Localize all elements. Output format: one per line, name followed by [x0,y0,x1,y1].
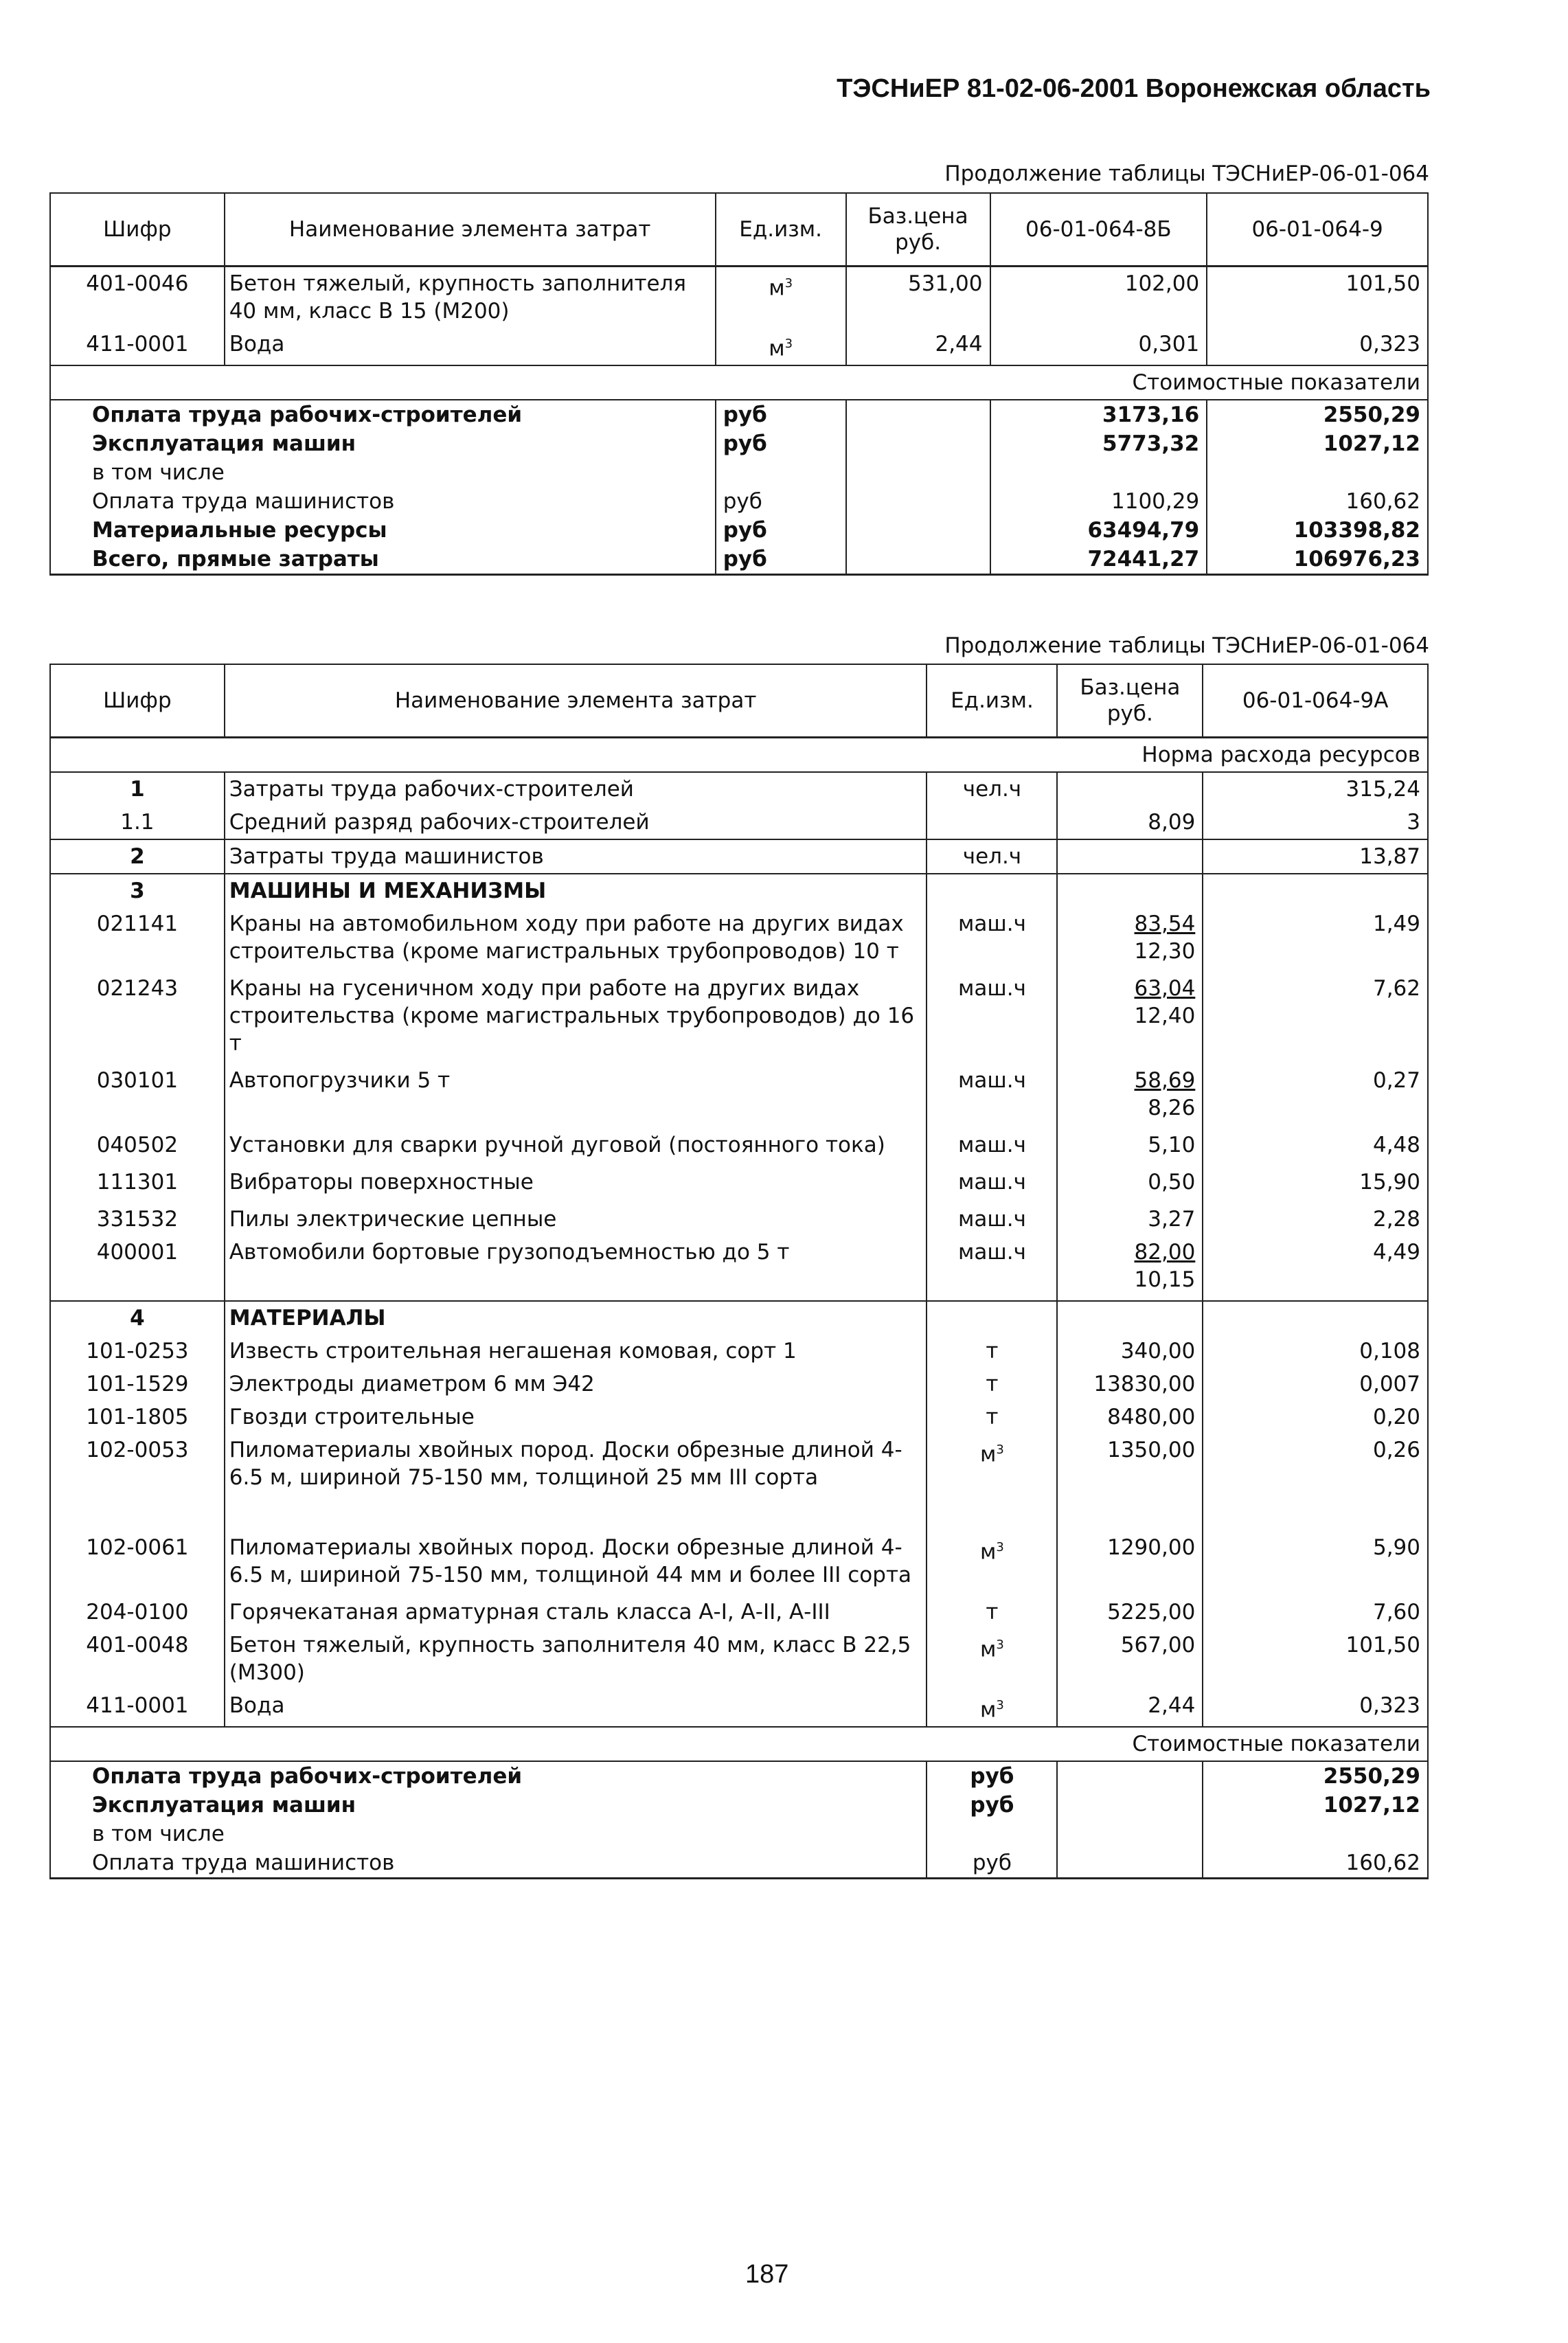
cost-value-9 [1207,458,1428,487]
row-name: Бетон тяжелый, крупность заполнителя 40 мм, класс В 22,5 (М300) [225,1629,927,1689]
price-value: 340,00 [1120,1339,1196,1363]
price-value: 58,69 [1134,1068,1196,1093]
column-header: Ед.изм. [927,664,1057,738]
cost-value-9: 160,62 [1207,487,1428,516]
resource-table-2 [49,664,1429,1879]
table-row [50,1689,1428,1727]
cost-row [50,545,1428,575]
table-row [50,1236,1428,1301]
table-row [50,1531,1428,1596]
row-value-9a: 7,62 [1203,972,1428,1064]
row-name: Затраты труда рабочих-строителей [225,772,927,806]
price-value: 13830,00 [1093,1372,1196,1396]
row-name: Вода [225,1689,927,1727]
row-code: 102-0061 [50,1531,225,1596]
price-secondary-value: 12,30 [1134,939,1196,964]
row-name: Пиломатериалы хвойных пород. Доски обрезные длиной 4-6.5 м, шириной 75-150 мм, толщиной 44 мм и более III сорта [225,1531,927,1596]
column-header: Баз.цена руб. [846,193,990,267]
cost-value-9a: 1027,12 [1203,1791,1428,1820]
row-value-9a: 15,90 [1203,1166,1428,1203]
section-row [50,738,1428,773]
cost-row [50,400,1428,429]
price-value: 83,54 [1134,912,1196,936]
cost-price [846,400,990,429]
table-row [50,1368,1428,1401]
row-price [1057,1166,1203,1203]
cost-value-9a [1203,1820,1428,1848]
table-row [50,1434,1428,1531]
cost-unit: руб [927,1761,1057,1791]
row-code: 400001 [50,1236,225,1301]
section-row [50,1727,1428,1761]
row-name: Средний разряд рабочих-строителей [225,806,927,839]
cost-unit [927,1820,1057,1848]
cost-section-label: Стоимостные показатели [50,365,1428,400]
price-value: 3,27 [1148,1207,1196,1232]
row-code: 411-0001 [50,328,225,365]
row-value-9a: 13,87 [1203,839,1428,874]
row-price [1057,772,1203,806]
row-value-9a: 0,007 [1203,1368,1428,1401]
row-value-9a: 4,48 [1203,1129,1428,1166]
table-row [50,874,1428,907]
row-name: Пилы электрические цепные [225,1203,927,1236]
row-price [1057,1596,1203,1629]
page-number: 187 [745,2260,789,2289]
row-name: Установки для сварки ручной дуговой (постоянного тока) [225,1129,927,1166]
cost-unit: руб [716,545,846,575]
cost-name: в том числе [50,1820,927,1848]
row-code: 2 [50,839,225,874]
cost-value-8b: 3173,16 [990,400,1207,429]
cost-row [50,458,1428,487]
cost-price [1057,1761,1203,1791]
column-header: 06-01-064-9 [1207,193,1428,267]
row-unit: чел.ч [927,839,1057,874]
row-name: МАШИНЫ И МЕХАНИЗМЫ [225,874,927,907]
row-price [1057,907,1203,972]
row-code: 3 [50,874,225,907]
row-unit [927,874,1057,907]
cost-unit: руб [927,1848,1057,1879]
cost-unit: руб [927,1791,1057,1820]
cost-value-8b: 72441,27 [990,545,1207,575]
cost-unit: руб [716,400,846,429]
table-row [50,972,1428,1064]
row-unit: чел.ч [927,772,1057,806]
row-unit: маш.ч [927,972,1057,1064]
row-code: 401-0046 [50,267,225,328]
price-value: 1350,00 [1107,1438,1196,1462]
row-price [1057,1335,1203,1368]
column-header: Баз.цена руб. [1057,664,1203,738]
table1-continuation-caption: Продолжение таблицы ТЭСНиЕР-06-01-064 [944,161,1429,186]
cost-row [50,487,1428,516]
row-name: Горячекатаная арматурная сталь класса А-I, А-II, А-III [225,1596,927,1629]
row-unit [927,806,1057,839]
row-unit: т [927,1368,1057,1401]
row-unit: маш.ч [927,1166,1057,1203]
cost-name: Эксплуатация машин [50,429,716,458]
table-row [50,1166,1428,1203]
row-unit: маш.ч [927,1236,1057,1301]
table-row [50,839,1428,874]
cost-price [1057,1848,1203,1879]
row-price: 531,00 [846,267,990,328]
cost-row [50,516,1428,545]
cost-row [50,1820,1428,1848]
cost-name: Всего, прямые затраты [50,545,716,575]
row-code: 411-0001 [50,1689,225,1727]
cost-price [1057,1820,1203,1848]
row-price [1057,1689,1203,1727]
row-unit: т [927,1335,1057,1368]
row-unit: $м^3$ [927,1629,1057,1689]
row-name: Вода [225,328,716,365]
row-price [1057,1064,1203,1129]
column-header: Наименование элемента затрат [225,193,716,267]
price-value: 8480,00 [1107,1405,1196,1429]
row-value-9: 0,323 [1207,328,1428,365]
table-row [50,267,1428,328]
row-value-9a: 4,49 [1203,1236,1428,1301]
column-header: Шифр [50,664,225,738]
row-unit: маш.ч [927,1064,1057,1129]
table-row [50,806,1428,839]
row-code: 030101 [50,1064,225,1129]
row-unit: маш.ч [927,907,1057,972]
row-price [1057,1301,1203,1335]
row-name: МАТЕРИАЛЫ [225,1301,927,1335]
row-name: Автомобили бортовые грузоподъемностью до 5 т [225,1236,927,1301]
section-row [50,365,1428,400]
table-row [50,1203,1428,1236]
price-secondary-value: 8,26 [1148,1096,1196,1120]
row-name: Гвозди строительные [225,1401,927,1434]
row-code: 021141 [50,907,225,972]
row-value-9a [1203,1301,1428,1335]
row-name: Автопогрузчики 5 т [225,1064,927,1129]
row-code: 040502 [50,1129,225,1166]
row-code: 1.1 [50,806,225,839]
row-value-9a [1203,874,1428,907]
row-price [1057,1531,1203,1596]
row-code: 1 [50,772,225,806]
row-code: 4 [50,1301,225,1335]
row-price [1057,806,1203,839]
cost-value-8b: 5773,32 [990,429,1207,458]
row-code: 401-0048 [50,1629,225,1689]
cost-name: в том числе [50,458,716,487]
cost-price [846,516,990,545]
row-value-9a: 0,323 [1203,1689,1428,1727]
row-unit [927,1301,1057,1335]
row-code: 101-1529 [50,1368,225,1401]
price-secondary-value: 12,40 [1134,1004,1196,1028]
row-code: 111301 [50,1166,225,1203]
price-value: 2,44 [1148,1693,1196,1718]
cost-name: Оплата труда машинистов [50,1848,927,1879]
row-value-9a: 0,26 [1203,1434,1428,1531]
column-header: Ед.изм. [716,193,846,267]
row-value-9a: 2,28 [1203,1203,1428,1236]
column-header: Шифр [50,193,225,267]
row-name: Вибраторы поверхностные [225,1166,927,1203]
price-value: 5,10 [1148,1133,1196,1157]
row-value-9a: 0,27 [1203,1064,1428,1129]
row-unit: $м^3$ [927,1434,1057,1531]
row-price [1057,972,1203,1064]
cost-value-9: 1027,12 [1207,429,1428,458]
table2-continuation-caption: Продолжение таблицы ТЭСНиЕР-06-01-064 [944,633,1429,658]
row-unit: $м^3$ [716,267,846,328]
row-value-9a: 101,50 [1203,1629,1428,1689]
row-price [1057,1129,1203,1166]
table-row [50,328,1428,365]
row-unit: т [927,1401,1057,1434]
row-value-8b: 102,00 [990,267,1207,328]
price-value: 82,00 [1134,1240,1196,1265]
row-unit: $м^3$ [927,1689,1057,1727]
price-value: 5225,00 [1107,1600,1196,1625]
table-row [50,1129,1428,1166]
cost-name: Эксплуатация машин [50,1791,927,1820]
cost-value-9a: 2550,29 [1203,1761,1428,1791]
price-value: 63,04 [1134,976,1196,1001]
cost-unit [716,458,846,487]
cost-price [846,487,990,516]
cost-price [846,429,990,458]
norm-section-label: Норма расхода ресурсов [50,738,1428,773]
table-row [50,1301,1428,1335]
row-name: Пиломатериалы хвойных пород. Доски обрезные длиной 4-6.5 м, шириной 75-150 мм, толщиной 25 мм III сорта [225,1434,927,1531]
cost-name: Оплата труда рабочих-строителей [50,1761,927,1791]
cost-unit: руб [716,429,846,458]
row-code: 021243 [50,972,225,1064]
row-value-9a: 1,49 [1203,907,1428,972]
table-row [50,772,1428,806]
cost-name: Оплата труда машинистов [50,487,716,516]
row-price [1057,1368,1203,1401]
cost-value-9: 103398,82 [1207,516,1428,545]
cost-value-8b: 1100,29 [990,487,1207,516]
cost-unit: руб [716,487,846,516]
row-price [1057,1434,1203,1531]
row-price [1057,1401,1203,1434]
cost-value-9a: 160,62 [1203,1848,1428,1879]
page-header-title: ТЭСНиЕР 81-02-06-2001 Воронежская область [837,74,1431,103]
column-header: 06-01-064-9А [1203,664,1428,738]
cost-value-8b [990,458,1207,487]
row-value-9: 101,50 [1207,267,1428,328]
cost-price [1057,1791,1203,1820]
row-name: Краны на гусеничном ходу при работе на других видах строительства (кроме магистральных трубопроводов) до 16 т [225,972,927,1064]
price-secondary-value: 10,15 [1134,1267,1196,1292]
cost-value-9: 106976,23 [1207,545,1428,575]
row-unit: маш.ч [927,1203,1057,1236]
cost-name: Материальные ресурсы [50,516,716,545]
row-price [1057,1629,1203,1689]
row-value-9a: 0,20 [1203,1401,1428,1434]
row-name: Электроды диаметром 6 мм Э42 [225,1368,927,1401]
table-row [50,1064,1428,1129]
row-value-9a: 0,108 [1203,1335,1428,1368]
table-row [50,1335,1428,1368]
cost-value-9: 2550,29 [1207,400,1428,429]
row-price [1057,1203,1203,1236]
cost-row [50,1848,1428,1879]
table-row [50,907,1428,972]
row-name: Бетон тяжелый, крупность заполнителя 40 мм, класс В 15 (М200) [225,267,716,328]
row-price [1057,874,1203,907]
row-price [1057,839,1203,874]
row-price: 2,44 [846,328,990,365]
table-row [50,1401,1428,1434]
price-value: 0,50 [1148,1170,1196,1195]
row-code: 102-0053 [50,1434,225,1531]
row-unit: т [927,1596,1057,1629]
row-value-8b: 0,301 [990,328,1207,365]
cost-unit: руб [716,516,846,545]
cost-price [846,458,990,487]
row-name: Известь строительная негашеная комовая, сорт 1 [225,1335,927,1368]
resource-table-1 [49,192,1429,576]
table-row [50,1596,1428,1629]
cost-value-8b: 63494,79 [990,516,1207,545]
cost-row [50,429,1428,458]
row-code: 101-1805 [50,1401,225,1434]
row-code: 331532 [50,1203,225,1236]
column-header: Наименование элемента затрат [225,664,927,738]
row-value-9a: 5,90 [1203,1531,1428,1596]
row-value-9a: 315,24 [1203,772,1428,806]
price-value: 1290,00 [1107,1535,1196,1560]
cost-name: Оплата труда рабочих-строителей [50,400,716,429]
row-name: Затраты труда машинистов [225,839,927,874]
row-code: 204-0100 [50,1596,225,1629]
price-value: 567,00 [1120,1633,1196,1657]
row-unit: $м^3$ [927,1531,1057,1596]
row-code: 101-0253 [50,1335,225,1368]
row-value-9a: 7,60 [1203,1596,1428,1629]
price-value: 8,09 [1148,810,1196,835]
cost-price [846,545,990,575]
cost-section-label: Стоимостные показатели [50,1727,1428,1761]
row-unit: маш.ч [927,1129,1057,1166]
row-price [1057,1236,1203,1301]
row-name: Краны на автомобильном ходу при работе на других видах строительства (кроме магистральных трубопроводов) 10 т [225,907,927,972]
row-value-9a: 3 [1203,806,1428,839]
row-unit: $м^3$ [716,328,846,365]
cost-row [50,1791,1428,1820]
column-header: 06-01-064-8Б [990,193,1207,267]
cost-row [50,1761,1428,1791]
table-row [50,1629,1428,1689]
